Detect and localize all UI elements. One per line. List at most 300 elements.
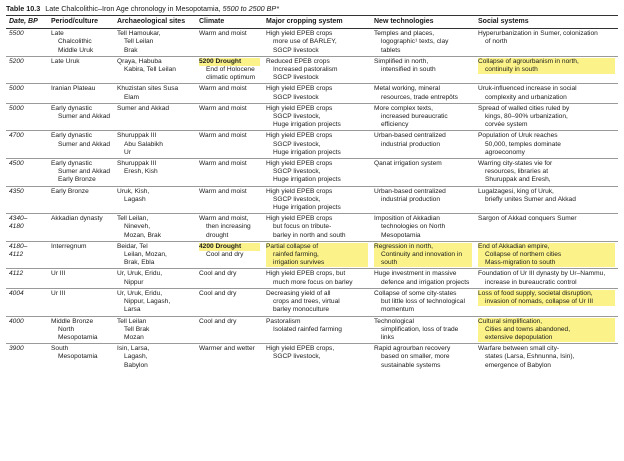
cell-line: Mass-migration to south [478, 259, 615, 267]
cell-line: Ur, Uruk, Eridu, [117, 270, 163, 278]
cell-line: North [58, 325, 75, 333]
cell-line: logographic¹ texts, clay [381, 38, 449, 46]
table-title: Late Chalcolithic–Iron Age chronology in Mesopotamia, [45, 4, 221, 13]
cell-climate [196, 56, 263, 84]
header-sites: Archaeological sites [117, 18, 186, 25]
cell-line: SGCP livestock, [273, 195, 321, 203]
cell-tech [371, 56, 475, 84]
table-header-row [6, 16, 618, 29]
cell-line: Leilan, Mozan, [124, 251, 167, 259]
cell-line: resources, libraries at [485, 168, 549, 176]
cell-line: High yield EPEB crops [266, 104, 333, 112]
cell-line: Decreasing yield of all [266, 289, 331, 297]
cell-line: 4004 [9, 289, 24, 297]
cell-cropping [263, 131, 371, 159]
cell-sites [114, 84, 196, 103]
cell-line: Shuruppak III [117, 160, 157, 168]
cell-line: Warm and moist [199, 30, 247, 38]
cell-climate [196, 131, 263, 159]
cell-line: Continuity and innovation in [374, 251, 472, 259]
cell-line: Brak [124, 46, 138, 54]
cell-line: Regression in north, [374, 243, 472, 251]
cell-period [48, 269, 114, 288]
cell-social [475, 56, 618, 84]
cell-tech [371, 288, 475, 316]
cell-line: more use of BARLEY, [273, 38, 337, 46]
cell-sites [114, 344, 196, 371]
cell-line: Middle Bronze [51, 317, 94, 325]
cell-line: Abu Salabikh [124, 140, 163, 148]
cell-line: Pastoralism [266, 317, 301, 325]
cell-social [475, 131, 618, 159]
cell-tech [371, 103, 475, 131]
cell-sites [114, 159, 196, 187]
cell-line: 4000 [9, 317, 24, 325]
cell-line: Temples and places, [374, 30, 435, 38]
cell-line: Middle Uruk [58, 46, 94, 54]
cell-sites [114, 103, 196, 131]
cell-line: High yield EPEB crops [266, 132, 333, 140]
cell-tech [371, 316, 475, 344]
cell-line: intensified in south [381, 66, 436, 74]
cell-line: Qanat irrigation system [374, 160, 442, 168]
cell-line: High yield EPEB crops [266, 187, 333, 195]
cell-line: Cities and towns abandoned, [478, 326, 615, 334]
cell-line: 4112 [9, 251, 24, 259]
cell-line: Cool and dry [199, 317, 237, 325]
table-body [6, 29, 618, 371]
cell-cropping [263, 84, 371, 103]
cell-line: Sumer and Akkad [117, 104, 170, 112]
cell-cropping [263, 29, 371, 57]
cell-cropping [263, 214, 371, 242]
cell-line: increased bureaucratic [381, 113, 448, 121]
cell-date [6, 344, 48, 371]
cell-cropping [263, 344, 371, 371]
cell-line: High yield EPEB crops, but [266, 270, 346, 278]
cell-line: Eresh, Kish [124, 168, 158, 176]
cell-tech [371, 131, 475, 159]
cell-sites [114, 214, 196, 242]
cell-period [48, 56, 114, 84]
cell-line: Nippur [124, 278, 144, 286]
cell-line: Collapse of northern cities [478, 251, 615, 259]
table-label: Table 10.3 [6, 4, 41, 13]
cell-line: 4340– [9, 215, 28, 223]
cell-line: Collapse of agrourbanism in north, [478, 58, 615, 66]
cell-line: Late Uruk [51, 57, 80, 65]
cell-tech [371, 344, 475, 371]
cell-line: 4200 Drought [199, 243, 260, 251]
cell-climate [196, 241, 263, 269]
cell-line: Spread of walled cities ruled by [478, 104, 570, 112]
cell-line: Huge irrigation projects [273, 176, 341, 184]
cell-period [48, 214, 114, 242]
cell-tech [371, 269, 475, 288]
cell-line: Early dynastic [51, 132, 93, 140]
cell-line: Early dynastic [51, 160, 93, 168]
cell-social [475, 186, 618, 214]
cell-line: 4112 [9, 270, 24, 278]
cell-date [6, 103, 48, 131]
cell-tech [371, 186, 475, 214]
cell-line: Loss of food supply, societal disruption, [478, 290, 615, 298]
cell-line: Early dynastic [51, 104, 93, 112]
table-row [6, 159, 618, 187]
cell-line: Sumer and Akkad [58, 168, 111, 176]
cell-line: Nineveh, [124, 223, 151, 231]
table-row [6, 186, 618, 214]
chronology-table [6, 15, 618, 371]
cell-cropping [263, 241, 371, 269]
cell-line: Mesopotamia [381, 231, 421, 239]
cell-line: Warmer and wetter [199, 345, 255, 353]
cell-line: Sumer and Akkad [58, 140, 111, 148]
cell-cropping [263, 103, 371, 131]
cell-line: Population of Uruk reaches [478, 132, 558, 140]
cell-line: Qraya, Habuba [117, 57, 162, 65]
cell-line: but little loss of technological [381, 298, 465, 306]
cell-line: 50,000, temples dominate [485, 140, 561, 148]
cell-line: 5000 [9, 85, 24, 93]
cell-date [6, 288, 48, 316]
cell-period [48, 84, 114, 103]
cell-climate [196, 316, 263, 344]
cell-line: tablets [381, 46, 401, 54]
cell-line: SGCP livestock, [273, 113, 321, 121]
table-row [6, 344, 618, 371]
header-technologies: New technologies [374, 18, 434, 25]
cell-line: Uruk-influenced increase in social [478, 85, 577, 93]
cell-line: drought [206, 231, 229, 239]
cell-line: momentum [381, 306, 414, 314]
cell-cropping [263, 269, 371, 288]
cell-sites [114, 241, 196, 269]
cell-line: Warm and moist, [199, 215, 249, 223]
cell-line: sustainable systems [381, 361, 441, 369]
cell-line: 5500 [9, 30, 24, 38]
table-row [6, 316, 618, 344]
cell-line: Lagash [124, 195, 146, 203]
cell-cropping [263, 159, 371, 187]
cell-social [475, 241, 618, 269]
cell-cropping [263, 288, 371, 316]
cell-date [6, 214, 48, 242]
cell-date [6, 159, 48, 187]
cell-date [6, 316, 48, 344]
table-row [6, 131, 618, 159]
cell-line: based on smaller, more [381, 353, 450, 361]
table-row [6, 103, 618, 131]
cell-line: Urban-based centralized [374, 132, 446, 140]
cell-period [48, 344, 114, 371]
cell-line: Technological [374, 317, 414, 325]
cell-line: Brak, Ebla [124, 259, 155, 267]
header-social: Social systems [478, 18, 529, 25]
cell-line: links [381, 333, 395, 341]
table-caption [6, 4, 618, 13]
cell-social [475, 344, 618, 371]
cell-line: Tell Hamoukar, [117, 30, 161, 38]
cell-line: Tell Brak [124, 325, 150, 333]
cell-social [475, 269, 618, 288]
cell-line: Huge investment in massive [374, 270, 457, 278]
cell-line: Cultural simplification, [478, 318, 615, 326]
cell-line: briefly unites Sumer and Akkad [485, 195, 576, 203]
cell-period [48, 103, 114, 131]
cell-line: Warfare between small city- [478, 345, 560, 353]
cell-line: Rapid agrourban recovery [374, 345, 451, 353]
cell-line: Isolated rainfed farming [273, 325, 342, 333]
cell-line: complexity and urbanization [485, 93, 567, 101]
cell-sites [114, 316, 196, 344]
cell-tech [371, 29, 475, 57]
cell-line: Chalcolithic [58, 38, 92, 46]
cell-line: industrial production [381, 195, 441, 203]
cell-line: 4180 [9, 223, 24, 231]
cell-line: simplification, loss of trade [381, 325, 459, 333]
cell-climate [196, 214, 263, 242]
cell-line: Imposition of Akkadian [374, 215, 440, 223]
cell-line: Akkadian dynasty [51, 215, 103, 223]
cell-line: 4180– [9, 242, 28, 250]
cell-line: Khuzistan sites Susa [117, 85, 179, 93]
cell-line: efficiency [381, 121, 409, 129]
cell-social [475, 103, 618, 131]
cell-line: End of Akkadian empire, [478, 243, 615, 251]
cell-line: technologies on North [381, 223, 446, 231]
cell-climate [196, 269, 263, 288]
cell-line: 4500 [9, 160, 24, 168]
cell-social [475, 316, 618, 344]
cell-line: Early Bronze [58, 176, 96, 184]
cell-line: Warring city-states vie for [478, 160, 553, 168]
cell-date [6, 241, 48, 269]
cell-tech [371, 159, 475, 187]
cell-climate [196, 288, 263, 316]
cell-line: climatic optimum [206, 74, 256, 82]
cell-line: SGCP livestock, [273, 168, 321, 176]
cell-line: Mesopotamia [58, 333, 98, 341]
cell-line: Mozan [124, 333, 144, 341]
cell-climate [196, 84, 263, 103]
cell-line: Larsa [124, 306, 141, 314]
cell-line: Warm and moist [199, 160, 247, 168]
cell-period [48, 131, 114, 159]
cell-climate [196, 103, 263, 131]
cell-line: Increased pastoralism [273, 66, 338, 74]
cell-sites [114, 131, 196, 159]
table-row [6, 84, 618, 103]
cell-line: SGCP livestock, [273, 140, 321, 148]
cell-line: 5200 Drought [199, 58, 260, 66]
cell-line: 5000 [9, 104, 24, 112]
cell-line: barley in north and south [273, 231, 346, 239]
cell-line: Metal working, mineral [374, 85, 440, 93]
header-cropping: Major cropping system [266, 18, 343, 25]
cell-climate [196, 159, 263, 187]
cell-line: Shuruppak III [117, 132, 157, 140]
cell-line: kings, 80–90% urbanization, [485, 113, 568, 121]
cell-line: Uruk, Kish, [117, 187, 150, 195]
table-row [6, 241, 618, 269]
cell-line: states (Larsa, Eshnunna, Isin), [485, 353, 575, 361]
cell-line: Iranian Plateau [51, 85, 96, 93]
cell-line: Huge irrigation projects [273, 148, 341, 156]
cell-line: SGCP livestock [273, 74, 319, 82]
cell-line: industrial production [381, 140, 441, 148]
cell-sites [114, 29, 196, 57]
cell-line: SGCP livestock, [273, 353, 321, 361]
cell-climate [196, 186, 263, 214]
cell-line: Sumer and Akkad [58, 113, 111, 121]
cell-line: Babylon [124, 361, 148, 369]
cell-line: Mozan, Brak [124, 231, 162, 239]
cell-date [6, 269, 48, 288]
cell-tech [371, 241, 475, 269]
header-climate: Climate [199, 18, 225, 25]
cell-line: irrigation survives [266, 259, 368, 267]
cell-line: Warm and moist [199, 132, 247, 140]
cell-period [48, 288, 114, 316]
cell-line: Late [51, 30, 64, 38]
cell-cropping [263, 316, 371, 344]
cell-line: Ur [124, 148, 131, 156]
cell-tech [371, 84, 475, 103]
cell-line: SGCP livestock [273, 46, 319, 54]
table-row [6, 214, 618, 242]
cell-date [6, 131, 48, 159]
cell-cropping [263, 56, 371, 84]
cell-period [48, 186, 114, 214]
cell-line: resources, trade entrepôts [381, 93, 458, 101]
cell-line: 4700 [9, 132, 24, 140]
cell-line: extensive depopulation [478, 334, 615, 342]
cell-line: 5200 [9, 57, 24, 65]
cell-social [475, 29, 618, 57]
cell-line: barley monoculture [273, 306, 330, 314]
cell-line: High yield EPEB crops [266, 160, 333, 168]
header-date: Date, BP [9, 18, 38, 25]
cell-social [475, 84, 618, 103]
cell-line: Ur III [51, 270, 66, 278]
cell-line: South [51, 345, 69, 353]
cell-line: then increasing [206, 223, 251, 231]
cell-line: Mesopotamia [58, 353, 98, 361]
cell-line: of north [485, 38, 508, 46]
table-row [6, 56, 618, 84]
cell-line: Huge irrigation projects [273, 204, 341, 212]
cell-sites [114, 56, 196, 84]
cell-line: corvée system [485, 121, 528, 129]
cell-line: Sargon of Akkad conquers Sumer [478, 215, 577, 223]
cell-tech [371, 214, 475, 242]
cell-social [475, 159, 618, 187]
cell-line: Tell Leilan [117, 317, 147, 325]
cell-line: but focus on tribute- [273, 223, 332, 231]
cell-line: Lagash, [124, 353, 148, 361]
cell-line: More complex texts, [374, 104, 433, 112]
cell-line: Cool and dry [199, 289, 237, 297]
cell-date [6, 56, 48, 84]
table-row [6, 269, 618, 288]
cell-line: Warm and moist [199, 104, 247, 112]
cell-line: Hyperurbanization in Sumer, colonization [478, 30, 598, 38]
cell-line: emergence of Babylon [485, 361, 551, 369]
cell-line: Nippur, Lagash, [124, 298, 171, 306]
cell-line: increase in bureaucratic control [485, 278, 577, 286]
cell-line: Collapse of some city-states [374, 289, 457, 297]
cell-line: High yield EPEB crops [266, 30, 333, 38]
cell-line: Cool and dry [199, 270, 237, 278]
cell-cropping [263, 186, 371, 214]
cell-line: south [374, 259, 472, 267]
cell-line: Ur, Uruk, Eridu, [117, 289, 163, 297]
cell-line: invasion of nomads, collapse of Ur III [478, 298, 615, 306]
cell-line: Kabira, Tell Leilan [124, 66, 176, 74]
cell-line: Reduced EPEB crops [266, 57, 330, 65]
cell-climate [196, 344, 263, 371]
cell-line: Simplified in north, [374, 57, 429, 65]
cell-line: Ur III [51, 289, 66, 297]
cell-date [6, 186, 48, 214]
cell-line: High yield EPEB crops [266, 215, 333, 223]
table-range: 5500 to 2500 BP* [222, 4, 279, 13]
cell-social [475, 214, 618, 242]
cell-sites [114, 186, 196, 214]
cell-line: Early Bronze [51, 187, 89, 195]
cell-line: Tell Leilan, [117, 215, 149, 223]
cell-line: 3900 [9, 345, 24, 353]
cell-line: continuity in south [478, 66, 615, 74]
cell-period [48, 241, 114, 269]
cell-line: Urban-based centralized [374, 187, 446, 195]
cell-sites [114, 288, 196, 316]
cell-social [475, 288, 618, 316]
cell-line: Interregnum [51, 242, 87, 250]
cell-date [6, 84, 48, 103]
cell-line: rainfed farming, [266, 251, 368, 259]
cell-period [48, 316, 114, 344]
header-period: Period/culture [51, 18, 99, 25]
cell-line: Huge irrigation projects [273, 121, 341, 129]
table-row [6, 29, 618, 57]
cell-line: Lugalzagesi, king of Uruk, [478, 187, 554, 195]
cell-period [48, 159, 114, 187]
cell-line: Foundation of Ur III dynasty by Ur–Nammu, [478, 270, 606, 278]
table-row [6, 288, 618, 316]
cell-line: much more focus on barley [273, 278, 353, 286]
cell-line: Tell Leilan [124, 38, 154, 46]
cell-line: Isin, Larsa, [117, 345, 150, 353]
cell-line: High yield EPEB crops, [266, 345, 335, 353]
cell-line: High yield EPEB crops [266, 85, 333, 93]
cell-line: crops and trees, virtual [273, 298, 340, 306]
cell-line: End of Holocene [206, 66, 255, 74]
cell-line: Beidar, Tel [117, 242, 148, 250]
cell-line: Elam [124, 93, 140, 101]
cell-line: Partial collapse of [266, 243, 368, 251]
cell-sites [114, 269, 196, 288]
cell-line: agroeconomy [485, 148, 525, 156]
cell-line: SGCP livestock [273, 93, 319, 101]
cell-climate [196, 29, 263, 57]
cell-period [48, 29, 114, 57]
cell-line: Warm and moist [199, 187, 247, 195]
cell-line: Cool and dry [206, 251, 244, 259]
cell-line: Warm and moist [199, 85, 247, 93]
cell-line: Shuruppak and Eresh, [485, 176, 551, 184]
